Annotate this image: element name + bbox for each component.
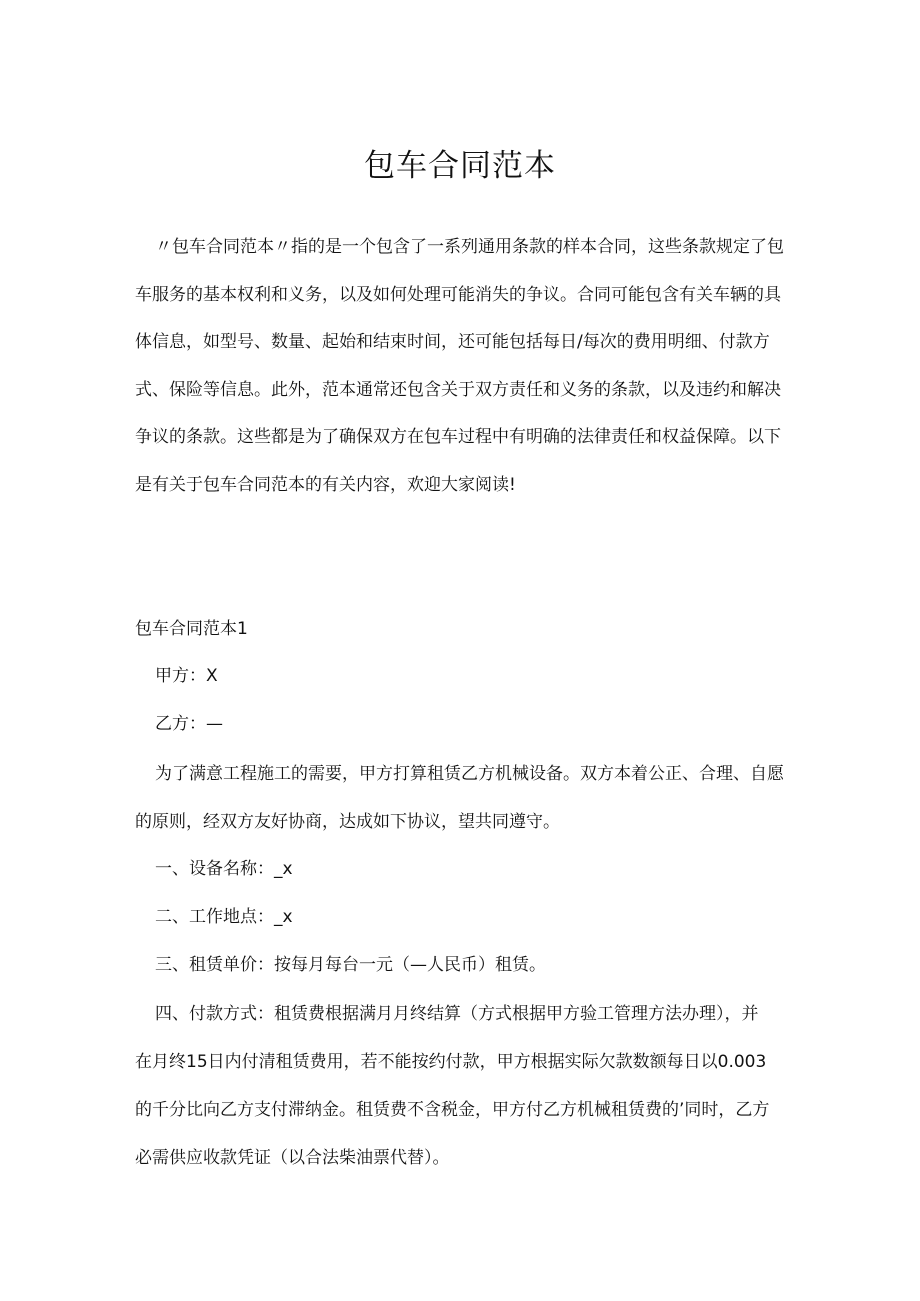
purpose-paragraph: 为了满意工程施工的需要，甲方打算租赁乙方机械设备。双方本着公正、合理、自愿的原则，经双方友好协商，达成如下协议，望共同遵守。 [135, 764, 784, 832]
intro-paragraph: 〃包车合同范本〃指的是一个包含了一系列通用条款的样本合同，这些条款规定了包车服务的基本权利和义务，以及如何处理可能消失的争议。合同可能包含有关车辆的具体信息，如型号、数量、起始和结束时间，还可能包括每日/每次的费用明细、付款方式、保险等信息。此外，范本通常还包含关于双方责任和义务的条款，以及违约和解决争议的条款。这些都是为了确保双方在包车过程中有明确的法律责任和权益保障。以下是有关于包车合同范本的有关内容，欢迎大家阅读! [135, 237, 784, 495]
clause-work-location: 二、工作地点：_x [155, 907, 293, 927]
clause-equipment-name: 一、设备名称：_x [155, 859, 293, 879]
document-title: 包车合同范本 [364, 148, 556, 184]
section-heading: 包车合同范本1 [135, 619, 248, 639]
clause-rental-price: 三、租赁单价：按每月每台一元（—人民币）租赁。 [155, 955, 546, 975]
clause-payment-method: 四、付款方式：租赁费根据满月月终结算（方式根据甲方验工管理方法办理），并在月终15日内付清租赁费用，若不能按约付款，甲方根据实际欠款数额每日以0.003的千分比向乙方支付滞纳金。租赁费不含税金，甲方付乙方机械租赁费的’同时，乙方必需供应收款凭证（以合法柴油票代替）。 [135, 1004, 770, 1168]
party-b-line: 乙方：— [155, 714, 223, 734]
party-a-line: 甲方：X [155, 666, 218, 686]
